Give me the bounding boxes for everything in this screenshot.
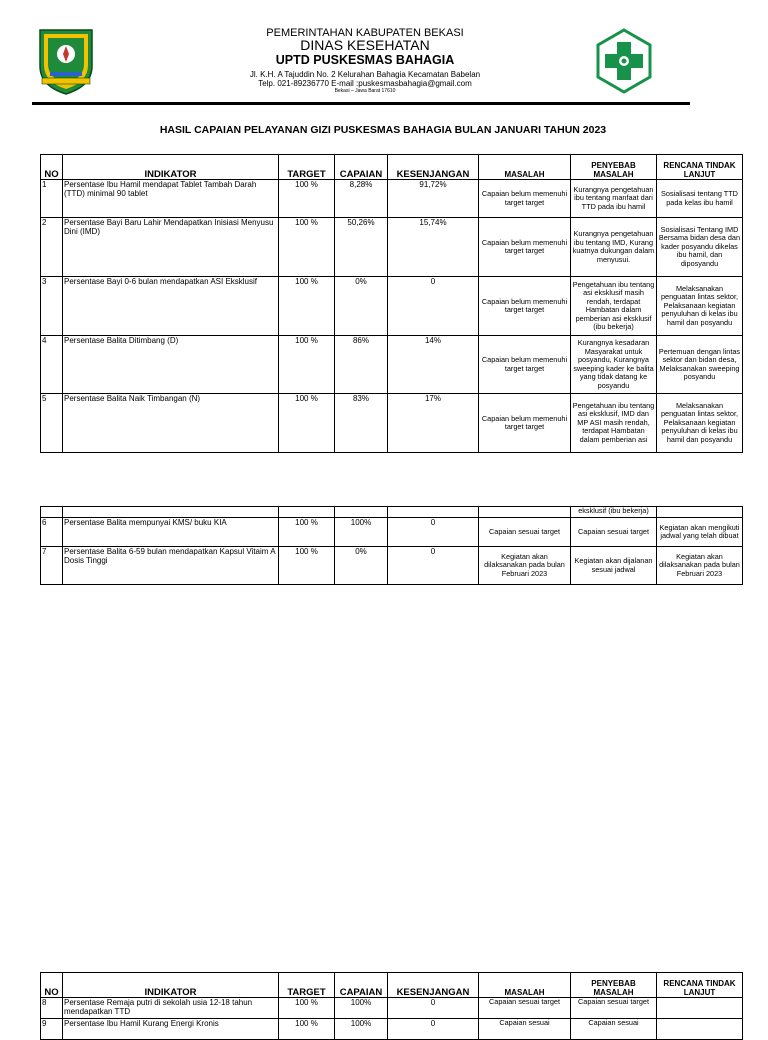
header-rencana: RENCANA TINDAK LANJUT	[657, 973, 743, 998]
cell-rencana: Pertemuan dengan lintas sektor dan bidan desa, Melaksanakan sweeping posyandu	[657, 336, 743, 394]
cell-masalah: Kegiatan akan dilaksanakan pada bulan Februari 2023	[479, 547, 571, 585]
header-no: NO	[41, 155, 63, 180]
cell-capaian: 50,26%	[335, 218, 388, 277]
cell-indikator: Persentase Bayi 0-6 bulan mendapatkan ASI Eksklusif	[63, 277, 279, 336]
cell-kesenjangan: 0	[388, 518, 479, 547]
cell-capaian: 100%	[335, 518, 388, 547]
header-penyebab: PENYEBAB MASALAH	[571, 973, 657, 998]
cell-rencana	[657, 1019, 743, 1040]
cell-masalah: Capaian sesuai	[479, 1019, 571, 1040]
cell-no: 9	[41, 1019, 63, 1040]
cell-kesenjangan: 14%	[388, 336, 479, 394]
results-table	[40, 154, 743, 453]
table-row	[41, 547, 743, 585]
table-row	[41, 998, 743, 1019]
cell-kesenjangan: 15,74%	[388, 218, 479, 277]
cell-masalah: Capaian belum memenuhi target target	[479, 277, 571, 336]
cell-rencana: Melaksanakan penguatan lintas sektor, Pelaksanaan kegiatan penyuluhan di kelas ibu hamil dan posyandu	[657, 394, 743, 453]
header-indikator: INDIKATOR	[63, 973, 279, 998]
cell-no: 3	[41, 277, 63, 336]
header-penyebab: PENYEBAB MASALAH	[571, 155, 657, 180]
cell-no: 6	[41, 518, 63, 547]
cell-rencana	[657, 998, 743, 1019]
contact-info: Telp. 021-89236770 E-mail :puskesmasbahagia@gmail.com	[258, 79, 472, 88]
header-masalah: MASALAH	[479, 973, 571, 998]
puskesmas-logo-icon	[596, 28, 652, 94]
cell-rencana: Sosialisasi Tentang IMD Bersama bidan desa dan kader posyandu dikelas ibu hamil, dan diposyandu	[657, 218, 743, 277]
cell-masalah: Capaian sesuai target	[479, 998, 571, 1019]
cell-target: 100 %	[279, 277, 335, 336]
cell-masalah: Capaian belum memenuhi target target	[479, 394, 571, 453]
cell-target: 100 %	[279, 218, 335, 277]
cell-rencana: Sosialisasi tentang TTD pada kelas ibu hamil	[657, 180, 743, 218]
cell-indikator: Persentase Ibu Hamil mendapat Tablet Tambah Darah (TTD) minimal 90 tablet	[63, 180, 279, 218]
cell-no: 8	[41, 998, 63, 1019]
cell-penyebab: Pengetahuan ibu tentang asi eksklusif, IMD dan MP ASI masih rendah, terdapat Hambatan dalam pemberian asi	[571, 394, 657, 453]
header-kesenjangan: KESENJANGAN	[388, 155, 479, 180]
table-row	[41, 394, 743, 453]
cell-capaian: 0%	[335, 547, 388, 585]
cell-capaian: 100%	[335, 1019, 388, 1040]
cell-target: 100 %	[279, 998, 335, 1019]
cell-indikator: Persentase Balita Ditimbang (D)	[63, 336, 279, 394]
cell-capaian: 0%	[335, 277, 388, 336]
table-row	[41, 180, 743, 218]
cell-rencana: Kegiatan akan mengikuti jadwal yang telah dibuat	[657, 518, 743, 547]
cell-kesenjangan: 17%	[388, 394, 479, 453]
cell-penyebab: Kurangnya pengetahuan ibu tentang IMD, Kurang kuatnya dukungan dalam menyusui.	[571, 218, 657, 277]
cell-kesenjangan: 0	[388, 277, 479, 336]
header-capaian: CAPAIAN	[335, 155, 388, 180]
cell-penyebab: Capaian sesuai	[571, 1019, 657, 1040]
cell-rencana: Melaksanakan penguatan lintas sektor, Pelaksanaan kegiatan penyuluhan di kelas ibu hamil dan posyandu	[657, 277, 743, 336]
cell-penyebab: Kurangnya pengetahuan ibu tentang manfaat dari TTD pada ibu hamil	[571, 180, 657, 218]
cell-capaian: 83%	[335, 394, 388, 453]
results-table-page-2	[40, 972, 743, 1040]
cell-capaian: 100%	[335, 998, 388, 1019]
header-kesenjangan: KESENJANGAN	[388, 973, 479, 998]
cell-target: 100 %	[279, 180, 335, 218]
header-rencana: RENCANA TINDAK LANJUT	[657, 155, 743, 180]
cell-no: 5	[41, 394, 63, 453]
cell-penyebab: Kurangnya kesadaran Masyarakat untuk posyandu, Kurangnya sweeping kader ke balita yang tidak datang ke posyandu	[571, 336, 657, 394]
cell-capaian: 8,28%	[335, 180, 388, 218]
table-header-row	[41, 155, 743, 180]
header-target: TARGET	[279, 973, 335, 998]
institution-name: UPTD PUSKESMAS BAHAGIA	[275, 53, 455, 67]
government-name: PEMERINTAHAN KABUPATEN BEKASI	[266, 27, 464, 39]
cell-target: 100 %	[279, 547, 335, 585]
results-table-continued	[40, 506, 743, 585]
cell-masalah: Capaian belum memenuhi target target	[479, 336, 571, 394]
cell-penyebab: Capaian sesuai target	[571, 998, 657, 1019]
cell-indikator: Persentase Ibu Hamil Kurang Energi Kronis	[63, 1019, 279, 1040]
cell-target: 100 %	[279, 518, 335, 547]
table-header-row	[41, 973, 743, 998]
cell-capaian: 86%	[335, 336, 388, 394]
header-capaian: CAPAIAN	[335, 973, 388, 998]
cell-penyebab: Kegiatan akan dijalanan sesuai jadwal	[571, 547, 657, 585]
cell-indikator: Persentase Bayi Baru Lahir Mendapatkan Inisiasi Menyusu Dini (IMD)	[63, 218, 279, 277]
cell-rencana: Kegiatan akan dilaksanakan pada bulan Februari 2023	[657, 547, 743, 585]
table-row	[41, 277, 743, 336]
cell-no: 2	[41, 218, 63, 277]
table-row	[41, 518, 743, 547]
cell-indikator: Persentase Balita mempunyai KMS/ buku KIA	[63, 518, 279, 547]
cell-kesenjangan: 0	[388, 1019, 479, 1040]
header-indikator: INDIKATOR	[63, 155, 279, 180]
cell-target: 100 %	[279, 336, 335, 394]
table-row	[41, 336, 743, 394]
cell-kesenjangan: 0	[388, 998, 479, 1019]
cell-penyebab: Capaian sesuai target	[571, 518, 657, 547]
header-target: TARGET	[279, 155, 335, 180]
document-title: HASIL CAPAIAN PELAYANAN GIZI PUSKESMAS BAHAGIA BULAN JANUARI TAHUN 2023	[159, 124, 607, 136]
cell-kesenjangan: 91,72%	[388, 180, 479, 218]
cell-masalah: Capaian sesuai target	[479, 518, 571, 547]
table-row	[41, 1019, 743, 1040]
cell-penyebab-continued: eksklusif (ibu bekerja)	[571, 507, 657, 518]
cell-masalah: Capaian belum memenuhi target target	[479, 180, 571, 218]
cell-target: 100 %	[279, 394, 335, 453]
cell-target: 100 %	[279, 1019, 335, 1040]
header-masalah: MASALAH	[479, 155, 571, 180]
address: Jl. K.H. A Tajuddin No. 2 Kelurahan Bahagia Kecamatan Babelan	[249, 70, 481, 79]
cell-no: 7	[41, 547, 63, 585]
cell-masalah: Capaian belum memenuhi target target	[479, 218, 571, 277]
cell-indikator: Persentase Balita Naik Timbangan (N)	[63, 394, 279, 453]
cell-indikator: Persentase Balita 6-59 bulan mendapatkan Kapsul Vitaim A Dosis Tinggi	[63, 547, 279, 585]
cell-no: 4	[41, 336, 63, 394]
cell-kesenjangan: 0	[388, 547, 479, 585]
letterhead-divider	[32, 102, 690, 105]
cell-penyebab: Pengetahuan ibu tentang asi eksklusif masih rendah, terdapat Hambatan dalam pemberian asi eksklusif (ibu bekerja)	[571, 277, 657, 336]
cell-indikator: Persentase Remaja putri di sekolah usia 12-18 tahun mendapatkan TTD	[63, 998, 279, 1019]
department-name: DINAS KESEHATAN	[300, 37, 430, 53]
bekasi-emblem-icon	[36, 26, 96, 96]
continuation-row	[41, 507, 743, 518]
cell-no: 1	[41, 180, 63, 218]
header-no: NO	[41, 973, 63, 998]
city-postcode: Bekasi – Jawa Barat 17610	[334, 88, 396, 94]
table-row	[41, 218, 743, 277]
